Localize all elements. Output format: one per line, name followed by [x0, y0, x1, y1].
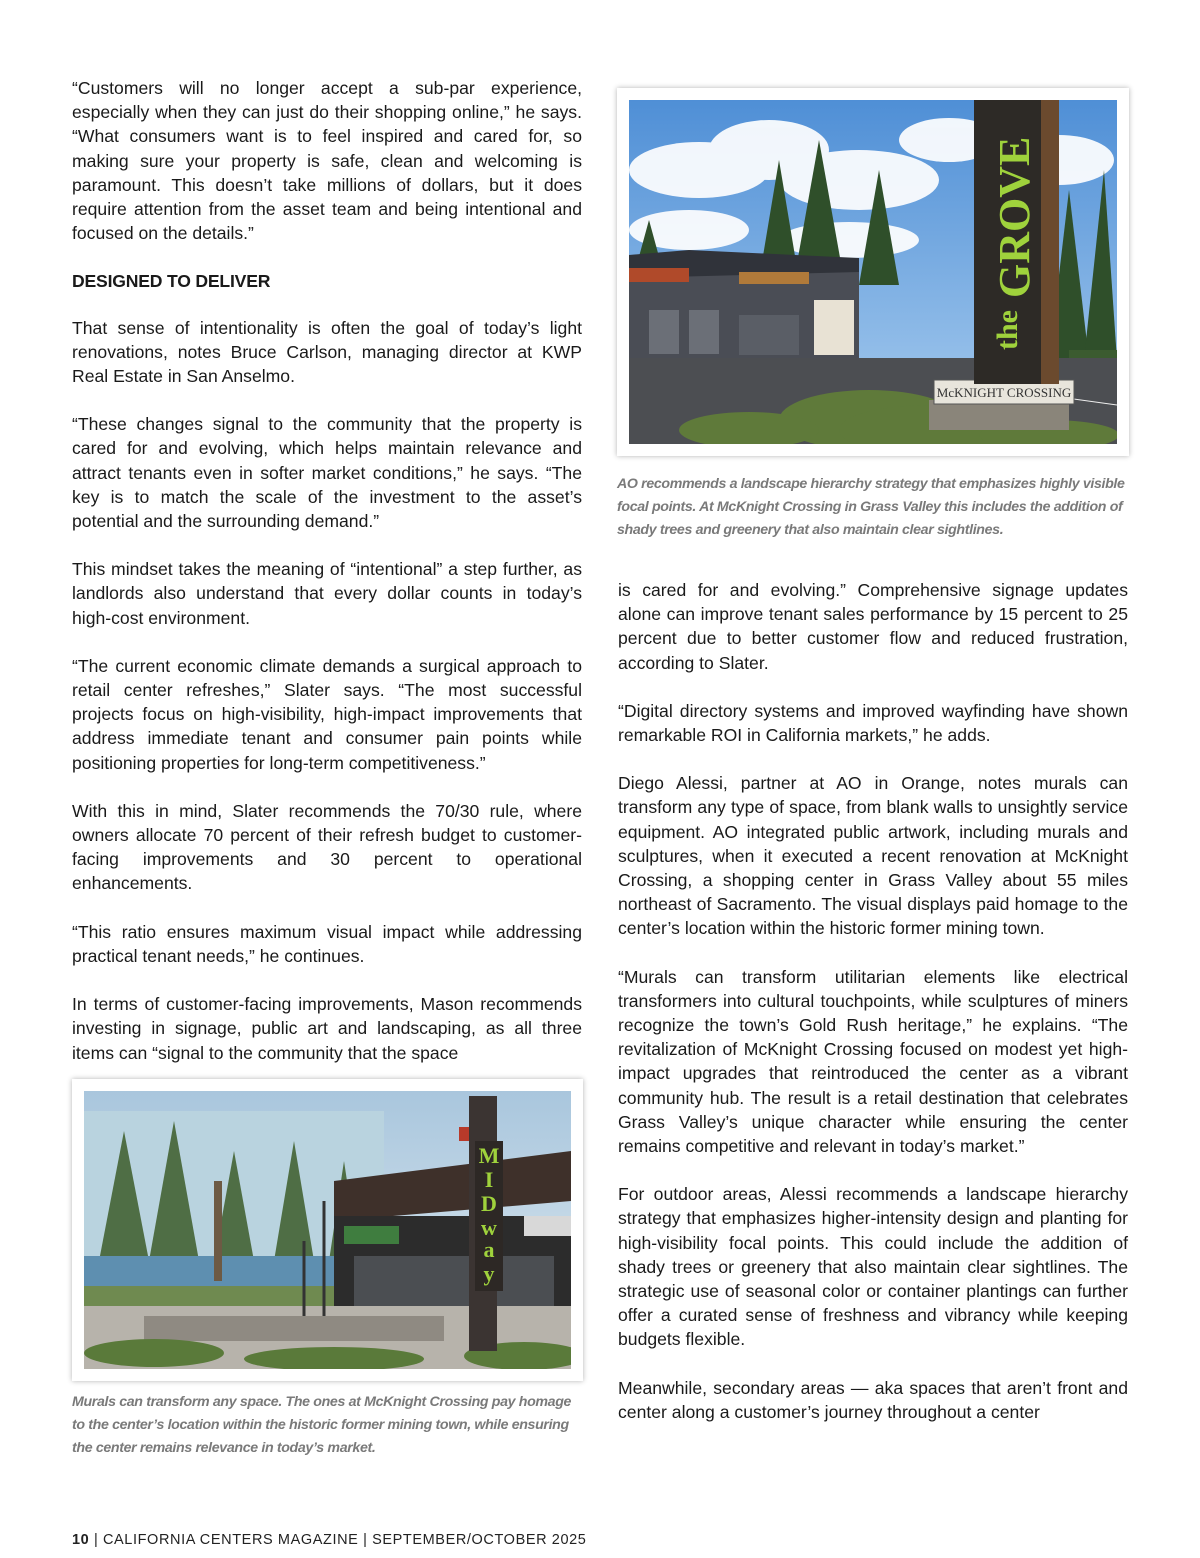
- paragraph: “Customers will no longer accept a sub-par experience, especially when they can just do their shopping online,” he says. “What consumers want is to feel inspired and cared for, so making sure your property is safe, clean and welcoming is paramount. This doesn’t take millions of dollars, but it does require attention from the asset team and being intentional and focused on the details.”: [72, 78, 582, 244]
- photo-caption-bottom: Murals can transform any space. The ones at McKnight Crossing pay homage to the center’s location within the historic former mining town, while ensuring the center remains relevance in today’s market.: [72, 1394, 572, 1456]
- paragraph: Meanwhile, secondary areas — aka spaces that aren’t front and center along a customer’s journey throughout a center: [618, 1377, 1128, 1422]
- midway-letter: M: [478, 1143, 500, 1168]
- midway-letter: I: [484, 1167, 494, 1192]
- midway-letter: a: [483, 1237, 495, 1262]
- paragraph: “Murals can transform utilitarian elements like electrical transformers into cultural touchpoints, while sculptures of miners recognize the town’s Gold Rush heritage,” he explains. “The revitalization of McKnight Crossing focused on modest yet high-impact upgrades that reintroduced the center as a vibrant community hub. The result is a retail destination that celebrates Grass Valley’s unique character while ensuring the center remains competitive and relevant in today’s market.”: [618, 966, 1128, 1157]
- paragraph: That sense of intentionality is often the goal of today’s light renovations, notes Bruce Carlson, managing director at KWP Real Estate in San Anselmo.: [72, 317, 582, 387]
- photo-the-grove-sign: [617, 88, 1129, 456]
- paragraph: “The current economic climate demands a surgical approach to retail center refreshes,” Slater says. “The most successful projects focus on high-visibility, high-impact improvements that address immediate tenant and consumer pain points while positioning properties for long-term competitiveness.”: [72, 655, 582, 773]
- paragraph: is cared for and evolving.” Comprehensive signage updates alone can improve tenant sales performance by 15 percent to 25 percent due to better customer flow and reduced frustration, according to Slater.: [618, 580, 1128, 673]
- midway-letter: D: [481, 1191, 497, 1216]
- left-column: [72, 76, 582, 1089]
- photo-caption-top: AO recommends a landscape hierarchy strategy that emphasizes highly visible focal points. At McKnight Crossing in Grass Valley this includes the addition of shady trees and greenery that also maintain clear sightlines.: [617, 476, 1125, 538]
- magazine-issue: | CALIFORNIA CENTERS MAGAZINE | SEPTEMBER/OCTOBER 2025: [89, 1532, 587, 1548]
- the-text: the: [991, 310, 1024, 350]
- page-footer: [72, 1532, 586, 1548]
- midway-letter: y: [483, 1261, 495, 1286]
- paragraph: Diego Alessi, partner at AO in Orange, notes murals can transform any type of space, from blank walls to unsightly service equipment. AO integrated public artwork, including murals and sculptures, when it executed a recent renovation at McKnight Crossing, a shopping center in Grass Valley about 55 miles northeast of Sacramento. The visual displays paid homage to the center’s location within the historic former mining town.: [618, 773, 1128, 939]
- mcknight-crossing-text: McKNIGHT CROSSING: [936, 385, 1072, 400]
- paragraph: “Digital directory systems and improved wayfinding have shown remarkable ROI in California markets,” he adds.: [618, 700, 1128, 746]
- photo-midway-mural: [72, 1079, 583, 1381]
- paragraph: For outdoor areas, Alessi recommends a landscape hierarchy strategy that emphasizes higher-intensity design and planting for high-visibility focal points. This could include the addition of shady trees or greenery that also maintain clear sightlines. The strategic use of seasonal color or container plantings can further offer a curated sense of freshness and vibrancy while keeping budgets flexible.: [618, 1184, 1128, 1350]
- red-lantern: [459, 1127, 469, 1141]
- paragraph: “This ratio ensures maximum visual impact while addressing practical tenant needs,” he continues.: [72, 921, 582, 966]
- paragraph: This mindset takes the meaning of “intentional” a step further, as landlords also understand that every dollar counts in today’s high-cost environment.: [72, 559, 582, 628]
- midway-mural-illustration: [84, 1091, 571, 1369]
- paragraph: “These changes signal to the community that the property is cared for and evolving, which helps maintain relevance and attract tenants even in softer market conditions,” he says. “The key is to match the scale of the investment to the asset’s potential and the surrounding demand.”: [72, 414, 582, 532]
- grove-sign-illustration: [629, 100, 1117, 444]
- right-column: [618, 578, 1128, 1448]
- paragraph: With this in mind, Slater recommends the 70/30 rule, where owners allocate 70 percent of their refresh budget to customer-facing improvements and 30 percent to operational enhancements.: [72, 800, 582, 894]
- grove-text: GROVE: [990, 136, 1039, 298]
- paragraph: In terms of customer-facing improvements, Mason recommends investing in signage, public art and landscaping, as all three items can “signal to the community that the space: [72, 994, 582, 1063]
- page-number: 10: [72, 1532, 90, 1548]
- section-heading: DESIGNED TO DELIVER: [72, 271, 271, 292]
- midway-letter: w: [481, 1215, 497, 1240]
